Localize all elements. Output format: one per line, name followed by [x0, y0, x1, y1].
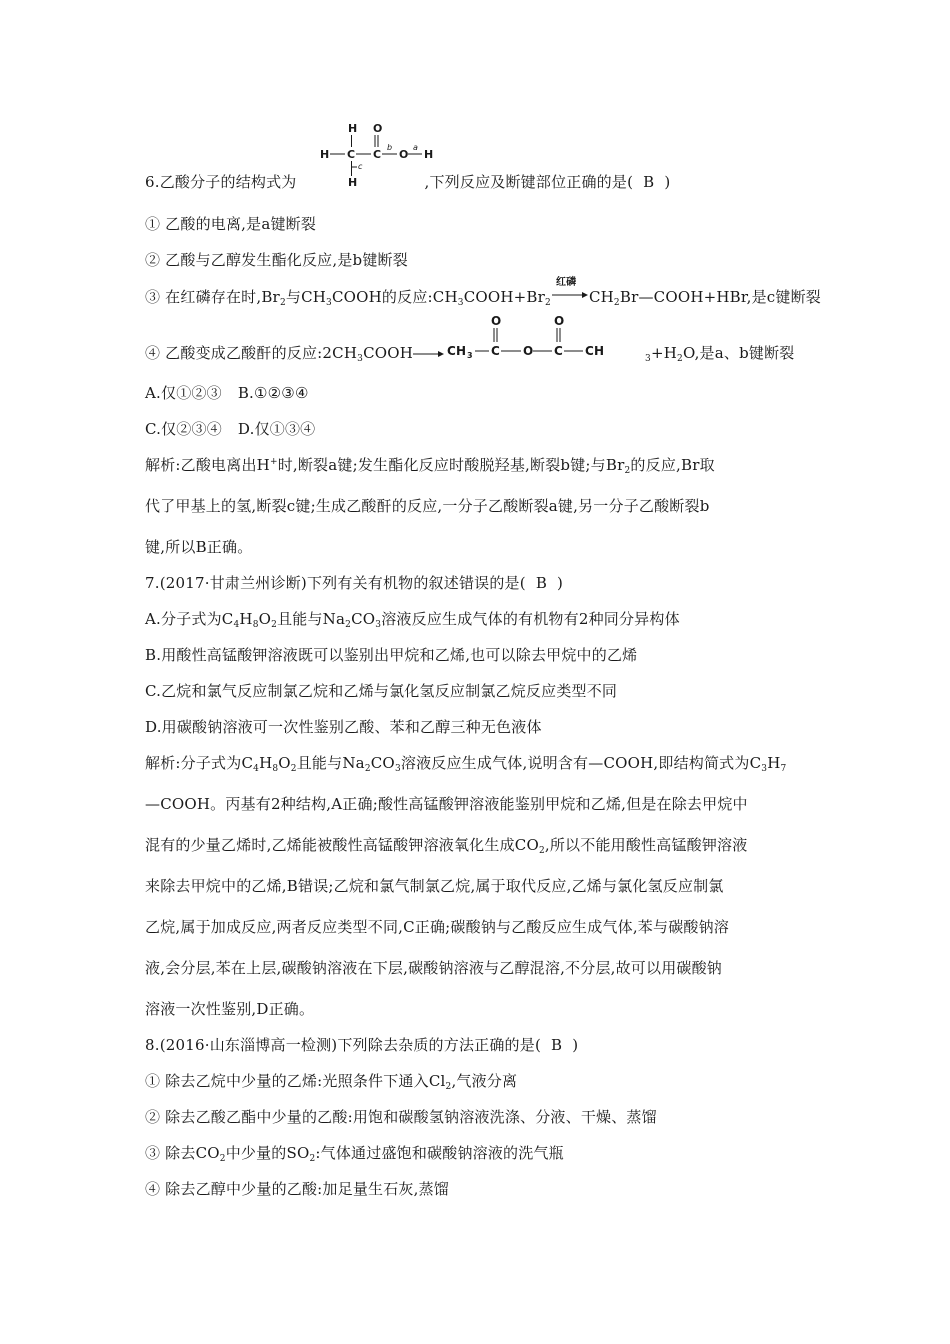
q8-stem	[145, 1035, 578, 1055]
text: 与CH	[285, 288, 327, 306]
subscript: 8	[272, 764, 279, 774]
subscript: 3	[357, 354, 364, 364]
text: 混有的少量乙烯时,乙烯能被酸性高锰酸钾溶液氧化生成CO	[145, 836, 539, 854]
subscript: 3	[394, 764, 401, 774]
q6-item-2: ② 乙酸与乙醇发生酯化反应,是b键断裂	[145, 251, 408, 269]
text: 解析:分子式为C	[145, 754, 254, 772]
text: CO	[370, 754, 395, 772]
subscript: 8	[252, 620, 259, 630]
q6-options-row-2	[145, 419, 315, 439]
text: 7.(2017·甘肃兰州诊断)下列有关有机物的叙述错误的是(	[145, 574, 526, 592]
text: 且能与Na	[277, 610, 346, 628]
bond-label-a: a	[413, 143, 418, 152]
q8-item-2: ② 除去乙酸乙酯中少量的乙酸:用饱和碳酸氢钠溶液洗涤、分液、干燥、蒸馏	[145, 1108, 657, 1126]
text: O	[278, 754, 291, 772]
text: O	[491, 315, 502, 328]
subscript: 2	[445, 1082, 452, 1092]
text: 溶液反应生成气体的有机物有2种同分异构体	[381, 610, 680, 628]
arrow-label: 红磷	[555, 277, 577, 288]
q6-analysis-1	[145, 455, 715, 475]
atom-h-bottom: H	[348, 176, 358, 189]
q7-option-c: C.乙烷和氯气反应制氯乙烷和乙烯与氯化氢反应制氯乙烷反应类型不同	[145, 682, 618, 700]
text: 的反应,Br取	[630, 456, 715, 474]
text: Br—COOH+HBr,是c键断裂	[619, 288, 821, 306]
text: H	[259, 754, 273, 772]
atom-h-top: H	[348, 122, 358, 135]
q7-option-b: B.用酸性高锰酸钾溶液既可以鉴别出甲烷和乙烯,也可以除去甲烷中的乙烯	[145, 646, 638, 664]
text: CO	[351, 610, 376, 628]
q6-options-row-1	[145, 383, 309, 403]
atom-c-methyl: C	[347, 148, 356, 161]
q6-stem	[145, 172, 670, 192]
text: O	[523, 344, 534, 358]
text: A.分子式为C	[145, 610, 234, 628]
atom-h-hydroxyl: H	[424, 148, 434, 161]
acetic-anhydride-formula	[445, 315, 645, 363]
q6-option-a: A.仅①②③	[145, 384, 222, 402]
arrow-icon	[551, 289, 589, 303]
subscript: 2	[538, 846, 545, 856]
text: COOH	[363, 344, 414, 362]
subscript: 3	[645, 354, 651, 364]
q6-option-d: D.仅①③④	[237, 420, 316, 438]
q7-analysis-5: 乙烷,属于加成反应,两者反应类型不同,C正确;碳酸钠与乙酸反应生成气体,苯与碳酸钠溶	[145, 918, 730, 936]
subscript: 4	[233, 620, 240, 630]
text: 3	[467, 351, 473, 360]
subscript: 2	[219, 1154, 226, 1164]
acetic-anhydride-svg	[445, 315, 645, 363]
subscript: 3	[761, 764, 768, 774]
text: O,是a、b键断裂	[682, 344, 795, 362]
q6-analysis-3: 键,所以B正确。	[145, 538, 253, 556]
q7-option-a	[145, 609, 680, 629]
text: )	[557, 574, 564, 592]
subscript: 3	[326, 298, 332, 308]
subscript: 3	[457, 298, 464, 308]
arrow-icon	[413, 348, 445, 360]
reaction-arrow	[413, 346, 445, 364]
text: ③ 除去CO	[145, 1144, 220, 1162]
subscript: 2	[364, 764, 371, 774]
bond-label-c: c	[358, 162, 363, 171]
subscript: 2	[309, 1154, 316, 1164]
text: CH	[585, 344, 605, 358]
q6-stem-post: ,下列反应及断键部位正确的是(	[424, 173, 634, 191]
q7-analysis-1	[145, 753, 786, 773]
q6-close: )	[664, 173, 671, 191]
text: C	[554, 344, 564, 358]
text: ① 除去乙烷中少量的乙烯:光照条件下通入Cl	[145, 1072, 446, 1090]
text: 且能与Na	[296, 754, 365, 772]
q7-analysis-3	[145, 835, 747, 855]
subscript: 3	[375, 620, 382, 630]
text: ,所以不能用酸性高锰酸钾溶液	[544, 836, 748, 854]
text: :气体通过盛饱和碳酸钠溶液的洗气瓶	[315, 1144, 564, 1162]
text: O	[258, 610, 272, 628]
text: 时,断裂a键;发生酯化反应时酸脱羟基,断裂b键;与Br	[277, 456, 625, 474]
subscript: 2	[271, 620, 278, 630]
q8-answer: B	[551, 1036, 563, 1054]
atom-c-carboxyl: C	[373, 148, 382, 161]
atom-o-top: O	[373, 122, 383, 135]
q6-option-b: B.①②③④	[237, 384, 309, 402]
q7-stem	[145, 573, 563, 593]
subscript: 2	[545, 298, 551, 308]
bond-label-b: b	[387, 143, 393, 152]
subscript: 4	[253, 764, 260, 774]
text: ,气液分离	[451, 1072, 518, 1090]
text: 8.(2016·山东淄博高一检测)下列除去杂质的方法正确的是(	[145, 1036, 542, 1054]
text: ③ 在红磷存在时,Br	[145, 288, 280, 306]
subscript: 2	[613, 298, 620, 308]
subscript: 2	[279, 298, 286, 308]
text: ④ 乙酸变成乙酸酐的反应:2CH	[145, 344, 358, 362]
text: )	[572, 1036, 579, 1054]
text: 解析:乙酸电离出H	[145, 456, 270, 474]
q7-analysis-4: 来除去甲烷中的乙烯,B错误;乙烷和氯气制氯乙烷,属于取代反应,乙烯与氯化氢反应制氯	[145, 877, 724, 895]
q8-item-4: ④ 除去乙醇中少量的乙酸:加足量生石灰,蒸馏	[145, 1180, 449, 1198]
q7-analysis-6: 液,会分层,苯在上层,碳酸钠溶液在下层,碳酸钠溶液与乙醇混溶,不分层,故可以用碳酸钠	[145, 959, 723, 977]
text: H	[239, 610, 253, 628]
q8-item-3	[145, 1143, 564, 1163]
text: H	[767, 754, 781, 772]
subscript: 2	[624, 466, 631, 476]
text: 溶液反应生成气体,说明含有—COOH,即结构简式为C	[400, 754, 762, 772]
text: COOH的反应:CH	[331, 288, 458, 306]
text: C	[491, 344, 501, 358]
reaction-arrow-red-phosphorus	[551, 277, 589, 303]
superscript: +	[269, 457, 278, 467]
q6-stem-pre: 6.乙酸分子的结构式为	[145, 173, 297, 191]
subscript: 2	[345, 620, 352, 630]
text: +H	[650, 344, 678, 362]
q6-item-4	[145, 315, 795, 365]
q6-item-3	[145, 277, 821, 308]
text: 中少量的SO	[225, 1144, 310, 1162]
q6-item-1: ① 乙酸的电离,是a键断裂	[145, 215, 317, 233]
q7-option-d: D.用碳酸钠溶液可一次性鉴别乙酸、苯和乙醇三种无色液体	[145, 718, 542, 736]
q8-item-1	[145, 1071, 517, 1091]
atom-h-left: H	[320, 148, 330, 161]
q6-option-c: C.仅②③④	[145, 420, 222, 438]
text: CH	[588, 288, 614, 306]
q6-analysis-2: 代了甲基上的氢,断裂c键;生成乙酸酐的反应,一分子乙酸断裂a键,另一分子乙酸断裂b	[145, 497, 710, 515]
text: COOH+Br	[463, 288, 546, 306]
atom-o-hydroxyl: O	[399, 148, 409, 161]
q7-analysis-7: 溶液一次性鉴别,D正确。	[145, 1000, 315, 1018]
subscript: 2	[677, 354, 683, 364]
subscript: 2	[290, 764, 297, 774]
q7-analysis-2: —COOH。丙基有2种结构,A正确;酸性高锰酸钾溶液能鉴别甲烷和乙烯,但是在除去甲烷中	[145, 795, 748, 813]
text: O	[554, 315, 565, 328]
q6-answer: B	[643, 173, 655, 191]
q7-answer: B	[535, 574, 548, 592]
subscript: 7	[780, 764, 787, 774]
text: CH	[447, 344, 467, 358]
